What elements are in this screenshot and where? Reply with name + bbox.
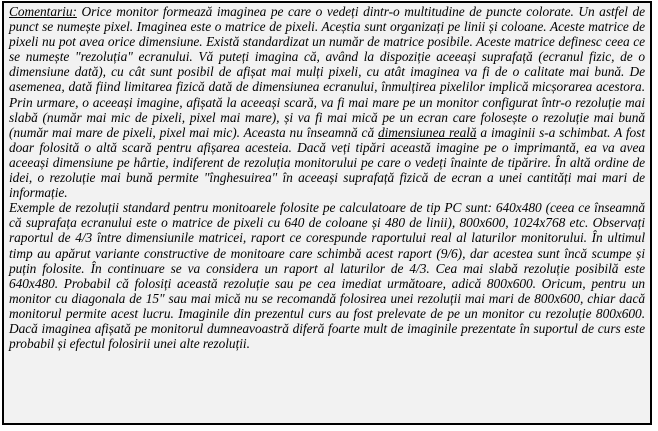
comment-paragraph-2: Exemple de rezoluții standard pentru monitoarele folosite pe calculatoare de tip PC sunt: 640x480 (ceea ce înseamnă că suprafața ecranului este o matrice de pixeli cu 640 de coloane și 480 de linii), 800x600, 1024x768 etc. Observați raportul de 4/3 între dimensiunile matricei, raport ce corespunde raportului real al laturilor monitorului. În ultimul timp au apărut variante constructive de monitoare care schimbă acest raport (9/6), dar acestea sunt încă scumpe și puțin folosite. În continuare se va considera un raport al laturilor de 4/3. Cea mai slabă rezoluție posibilă este 640x480. Probabil că folosiți această rezoluție sau pe cea imediat următoare, adică 800x600. Oricum, pentru un monitor cu diagonala de 15" sau mai mică nu se recomandă folosirea unei rezoluții mai mari de 800x600, chiar dacă monitorul permite acest lucru. Imaginile din prezentul curs au fost prelevate de pe un monitor cu rezoluție 800x600. Dacă imaginea afișată pe monitorul dumneavoastră diferă foarte mult de imaginile prezentate în suportul de curs este probabil și efectul folosirii unei alte rezoluții.	[9, 200, 645, 352]
underlined-term: dimensiunea reală	[377, 124, 477, 140]
comment-box	[2, 1, 652, 425]
comment-paragraph-1	[9, 4, 645, 200]
paragraph-1-text-b: a imaginii s-a schimbat. A fost doar folosită o altă scară pentru afișarea acesteia. Dacă veți tipări această imagine pe o imprimantă, ea va avea aceeași dimensiune pe hârtie, indiferent de rezoluția monitorului pe care o vedeți înainte de tipărire. În altă ordine de idei, o rezoluție mai bună permite "înghesuirea" în aceeași suprafață fizică de ecran a unei cantități mai mari de informație.	[9, 124, 646, 201]
comment-label: Comentariu:	[9, 4, 77, 19]
paragraph-1-text-a: Orice monitor formează imaginea pe care o vedeți dintr-o multitudine de puncte colorate. Un astfel de punct se numește pixel. Imaginea este o matrice de pixeli. Aceștia sunt organizați pe linii și coloane. Aceste matrice de pixeli nu pot avea orice dimensiune. Există standardizat un număr de matrice posibile. Aceste matrice definesc ceea ce se numește "rezoluția" ecranului. Vă puteți imagina că, având la dispoziție aceeași suprafață (ecranul fizic, de o dimensiune dată), cu cât sunt posibil de afișat mai mulți pixeli, cu atât imaginea va fi de o calitate mai bună. De asemenea, dată fiind limitarea fizică dată de dimensiunea ecranului, înmulțirea pixelilor implică micșorarea acestora. Prin urmare, o aceeași imagine, afișată la aceeași scară, va fi mai mare pe un monitor configurat într-o rezoluție mai slabă (număr mai mic de pixeli, pixel mai mare), și va fi mai mică pe un ecran care folosește o rezoluție mai bună (număr mai mare de pixeli, pixel mai mic). Aceasta nu înseamnă că	[9, 4, 645, 140]
